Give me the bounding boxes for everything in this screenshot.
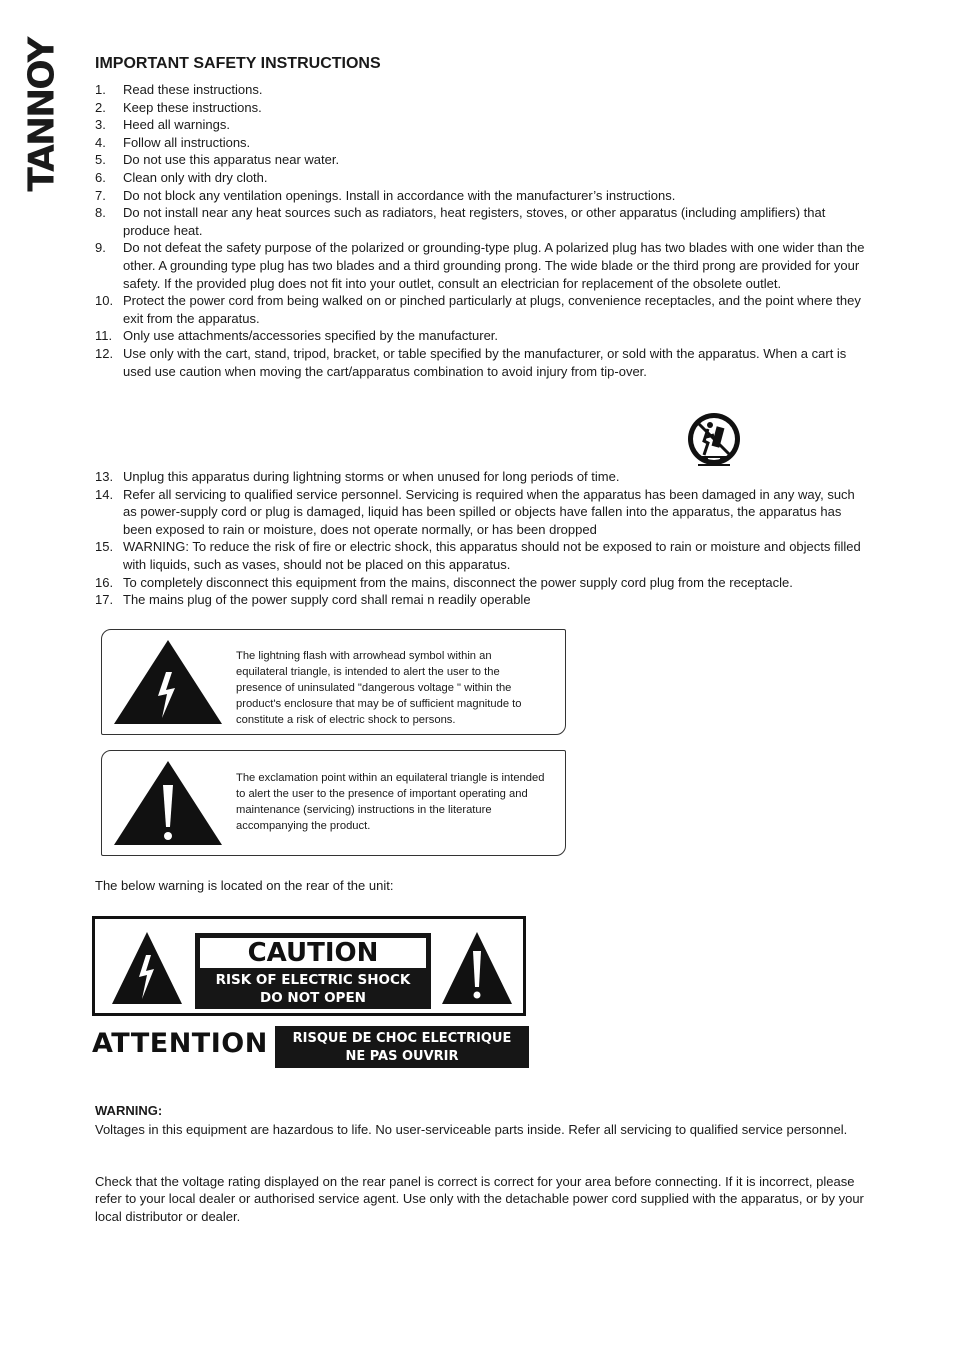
list-item: 1. Read these instructions.: [95, 82, 263, 97]
tannoy-logo: [21, 38, 63, 192]
lightning-triangle-icon: [112, 638, 224, 726]
warning-paragraph: Voltages in this equipment are hazardous to life. No user-serviceable parts inside. Refer all servicing to qualified service personnel.: [95, 1122, 848, 1137]
cart-tip-over-warning-icon: [684, 411, 744, 471]
attention-line-1: RISQUE DE CHOC ELECTRIQUE: [292, 1031, 512, 1046]
caution-title: CAUTION: [200, 938, 426, 968]
exclamation-symbol-text: The exclamation point within an equilateral triangle is intended to alert the user to the presence of important operating and maintenance (servicing) instructions in the literature accompanying the product.: [236, 772, 545, 832]
list-item: 6. Clean only with dry cloth.: [95, 169, 268, 185]
caution-line-1: RISK OF ELECTRIC SHOCK: [215, 972, 411, 988]
safety-instructions-list: [95, 81, 870, 380]
exclamation-triangle-icon: [112, 759, 224, 847]
list-item: 4. Follow all instructions.: [95, 134, 251, 150]
list-item: 10. Protect the power cord from being walked on or pinched particularly at plugs, convenience receptacles, and the point where they exit from the apparatus.: [95, 293, 861, 326]
lightning-symbol-explanation: [101, 629, 566, 735]
list-item: 15. WARNING: To reduce the risk of fire or electric shock, this apparatus should not be exposed to rain or moisture and objects filled with liquids, such as vases, should not be placed on this apparatus.: [95, 539, 861, 572]
caution-line-2: DO NOT OPEN: [260, 990, 366, 1006]
attention-title: ATTENTION: [92, 1028, 268, 1059]
safety-instructions-list-continued: [95, 468, 870, 609]
list-item: 5. Do not use this apparatus near water.: [95, 152, 340, 168]
caution-label: [92, 916, 526, 1016]
attention-line-2: NE PAS OUVRIR: [345, 1049, 459, 1064]
exclamation-triangle-icon: [441, 931, 513, 1005]
list-item: 16. To completely disconnect this equipment from the mains, disconnect the power supply cord plug from the receptacle.: [95, 574, 793, 590]
attention-french-panel: [275, 1026, 529, 1068]
list-item: 14. Refer all servicing to qualified service personnel. Servicing is required when the apparatus has been damaged in any way, such as power-supply cord or plug is damaged, liquid has been spilled or objects have fallen into the apparatus, the apparatus has been exposed to rain or moisture, does not operate normally, or has been dropped: [95, 486, 855, 537]
lightning-symbol-text: The lightning flash with arrowhead symbol within an equilateral triangle, is intended to alert the user to the presence of uninsulated "dangerous voltage " within the product's enclosure that may be of sufficient magnitude to constitute a risk of electric shock to persons.: [236, 650, 522, 726]
logo-text: TANNOY: [21, 38, 63, 192]
list-item: 8. Do not install near any heat sources such as radiators, heat registers, stoves, or other apparatus (including amplifiers) that produce heat.: [95, 205, 826, 238]
list-item: 2. Keep these instructions.: [95, 99, 262, 115]
list-item: 9. Do not defeat the safety purpose of the polarized or grounding-type plug. A polarized plug has two blades with one wider than the other. A grounding type plug has two blades and a third grounding prong. The wide blade or the third prong are provided for your safety. If the provided plug does not fit into your outlet, consult an electrician for replacement of the obsolete outlet.: [95, 240, 865, 291]
exclamation-symbol-explanation: [101, 750, 566, 856]
lightning-triangle-icon: [111, 931, 183, 1005]
list-item: 7. Do not block any ventilation openings. Install in accordance with the manufacturer’s instructions.: [95, 187, 676, 203]
warning-heading: WARNING:: [95, 1103, 163, 1118]
voltage-check-paragraph: Check that the voltage rating displayed on the rear panel is correct is correct for your area before connecting. If it is incorrect, please refer to your local dealer or authorised service agent. Use only with the detachable power cord supplied with the apparatus, or by your local distributor or dealer.: [95, 1174, 864, 1224]
list-item: 13. Unplug this apparatus during lightning storms or when unused for long periods of time.: [95, 469, 620, 484]
page-title: IMPORTANT SAFETY INSTRUCTIONS: [95, 55, 381, 72]
rear-warning-intro: The below warning is located on the rear of the unit:: [95, 878, 394, 893]
list-item: 17. The mains plug of the power supply cord shall remai n readily operable: [95, 592, 531, 608]
list-item: 12. Use only with the cart, stand, tripod, bracket, or table specified by the manufacturer, or sold with the apparatus. When a cart is used use caution when moving the cart/apparatus combination to avoid injury from tip-over.: [95, 345, 847, 379]
list-item: 3. Heed all warnings.: [95, 117, 230, 133]
caution-center-panel: [195, 933, 431, 1009]
list-item: 11. Only use attachments/accessories specified by the manufacturer.: [95, 328, 499, 344]
